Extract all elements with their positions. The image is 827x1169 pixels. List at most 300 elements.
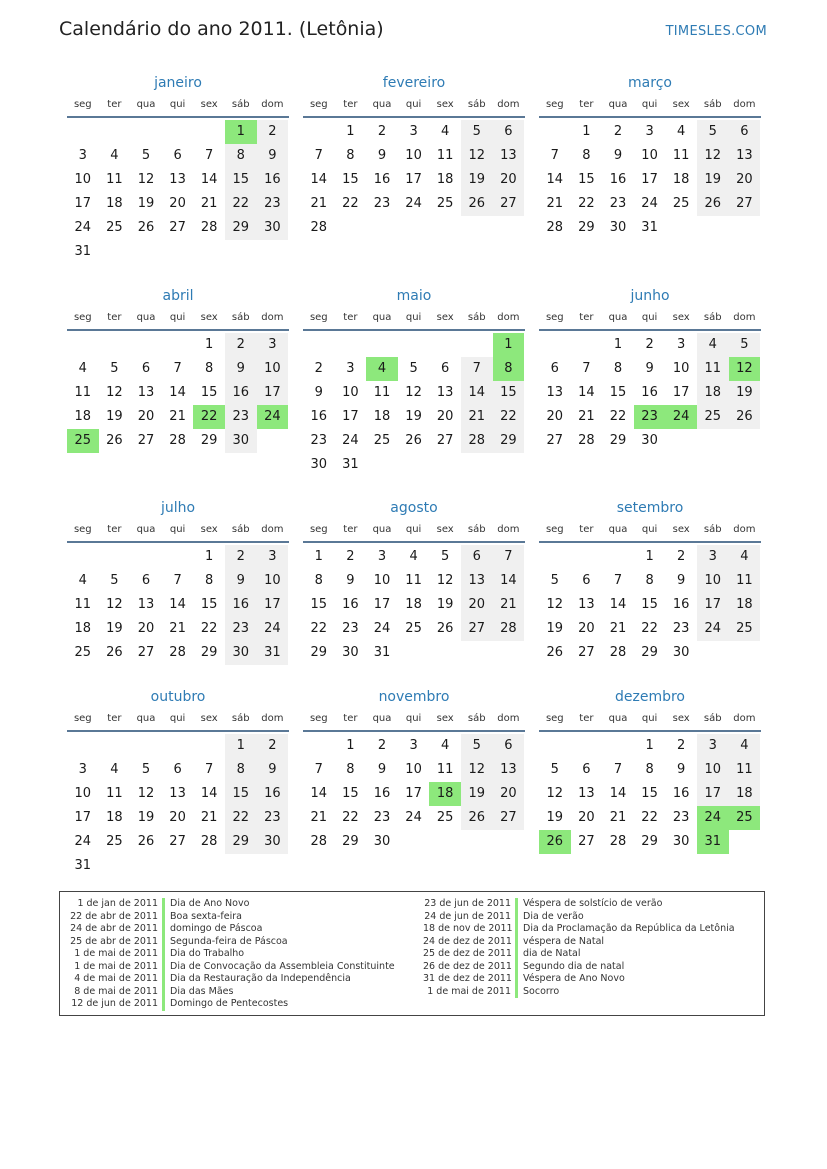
- day-cell: 3: [78, 148, 87, 163]
- weekday-label: qua: [372, 524, 392, 535]
- legend-date: 12 de jun de 2011: [70, 998, 165, 1011]
- day-cell: 11: [106, 786, 123, 801]
- day-cell: 5: [550, 762, 559, 777]
- month-name: maio: [396, 288, 432, 304]
- day-cell: 1: [225, 120, 257, 144]
- day-cell: 9: [377, 148, 387, 163]
- day-cell: 6: [550, 361, 559, 376]
- legend-date: 24 de dez de 2011: [423, 936, 518, 949]
- weekday-label: qua: [608, 312, 628, 323]
- empty-cell: [602, 545, 634, 569]
- weekday-label: qui: [169, 312, 186, 323]
- legend-holiday-name: Dia do Trabalho: [170, 948, 245, 959]
- day-cell: 18: [405, 597, 422, 612]
- day-grid: [303, 732, 525, 854]
- day-cell: 9: [613, 148, 623, 163]
- month-name: julho: [160, 500, 196, 516]
- weekday-label: sex: [672, 99, 690, 110]
- day-cell: 20: [169, 196, 186, 211]
- weekday-label: sex: [200, 99, 218, 110]
- weekday-label: dom: [261, 312, 284, 323]
- legend-holiday-name: Véspera de solstício de verão: [523, 898, 663, 909]
- day-cell: 21: [609, 810, 627, 825]
- day-cell: 13: [546, 385, 564, 400]
- day-cell: 26: [697, 192, 729, 216]
- day-cell: 23: [342, 621, 359, 636]
- legend-entry: [70, 948, 395, 961]
- day-cell: 27: [493, 192, 525, 216]
- weekday-label: seg: [73, 99, 92, 110]
- day-cell: 21: [493, 593, 525, 617]
- day-cell: 20: [137, 409, 155, 424]
- day-cell: 8: [346, 762, 355, 777]
- weekday-label: qui: [641, 312, 658, 323]
- day-cell: 17: [74, 196, 92, 211]
- day-cell: 20: [546, 409, 564, 424]
- month-name: outubro: [150, 689, 206, 705]
- legend-entry: [423, 911, 735, 924]
- legend-date: 4 de mai de 2011: [70, 973, 165, 986]
- day-cell: 13: [729, 144, 761, 168]
- day-cell: 27: [546, 433, 564, 448]
- weekday-header: [303, 708, 525, 732]
- day-grid: [303, 118, 525, 240]
- day-cell: 24: [641, 196, 658, 211]
- day-cell: 22: [193, 405, 225, 429]
- day-cell: 20: [169, 810, 186, 825]
- day-cell: 7: [582, 361, 591, 376]
- day-cell: 31: [373, 645, 391, 660]
- weekday-label: qua: [608, 99, 628, 110]
- day-cell: 4: [110, 148, 119, 163]
- day-grid: [67, 732, 289, 878]
- day-cell: 25: [697, 405, 729, 429]
- day-cell: 13: [578, 597, 595, 612]
- day-cell: 18: [729, 593, 761, 617]
- day-cell: 28: [169, 433, 186, 448]
- day-cell: 16: [672, 786, 690, 801]
- day-cell: 17: [405, 786, 422, 801]
- day-cell: 15: [578, 172, 595, 187]
- day-cell: 12: [546, 786, 564, 801]
- day-cell: 15: [641, 786, 658, 801]
- month-name: dezembro: [615, 689, 685, 705]
- day-cell: 12: [106, 385, 123, 400]
- day-cell: 12: [697, 144, 729, 168]
- day-cell: 7: [493, 545, 525, 569]
- day-cell: 13: [169, 172, 186, 187]
- day-cell: 30: [373, 834, 391, 849]
- day-cell: 26: [405, 433, 422, 448]
- day-cell: 5: [461, 120, 493, 144]
- day-cell: 1: [493, 333, 525, 357]
- holiday-legend: [59, 891, 765, 1016]
- day-cell: 4: [78, 573, 87, 588]
- day-cell: 19: [729, 381, 761, 405]
- day-cell: 7: [550, 148, 559, 163]
- day-cell: 8: [493, 357, 525, 381]
- legend-date: 26 de dez de 2011: [423, 961, 518, 974]
- weekday-label: ter: [579, 524, 594, 535]
- day-cell: 1: [645, 549, 654, 564]
- empty-cell: [539, 120, 571, 144]
- weekday-label: dom: [733, 713, 756, 724]
- day-cell: 3: [377, 549, 387, 564]
- day-cell: 5: [110, 361, 119, 376]
- day-cell: 14: [578, 385, 595, 400]
- legend-date: 25 de abr de 2011: [70, 936, 165, 949]
- day-cell: 18: [106, 810, 123, 825]
- day-cell: 1: [314, 549, 323, 564]
- day-cell: 17: [74, 810, 92, 825]
- day-cell: 2: [613, 124, 623, 139]
- legend-entry: [423, 986, 735, 999]
- day-cell: 26: [137, 220, 155, 235]
- day-cell: 1: [645, 738, 654, 753]
- day-cell: 15: [609, 385, 627, 400]
- day-cell: 12: [546, 597, 564, 612]
- weekday-label: qua: [372, 99, 392, 110]
- day-cell: 15: [342, 786, 359, 801]
- day-grid: [539, 118, 761, 240]
- day-cell: 20: [436, 409, 454, 424]
- empty-cell: [539, 734, 571, 758]
- day-cell: 28: [310, 834, 328, 849]
- day-cell: 12: [436, 573, 454, 588]
- day-cell: 4: [78, 361, 87, 376]
- day-cell: 17: [672, 385, 690, 400]
- legend-holiday-name: véspera de Natal: [523, 935, 605, 947]
- day-cell: 5: [441, 549, 450, 564]
- legend-holiday-name: Dia de verão: [523, 910, 584, 922]
- day-cell: 2: [377, 738, 387, 753]
- weekday-label: dom: [261, 524, 284, 535]
- legend-column-left: [70, 898, 395, 1011]
- day-cell: 16: [641, 385, 658, 400]
- day-cell: 27: [578, 645, 595, 660]
- weekday-label: qua: [608, 713, 628, 724]
- day-cell: 31: [74, 244, 92, 259]
- weekday-label: dom: [261, 99, 284, 110]
- month-julho: [67, 497, 289, 665]
- day-cell: 13: [578, 786, 595, 801]
- day-cell: 18: [74, 621, 92, 636]
- day-cell: 23: [310, 433, 328, 448]
- day-cell: 15: [310, 597, 328, 612]
- day-cell: 22: [310, 621, 328, 636]
- day-cell: 30: [225, 641, 257, 665]
- day-cell: 1: [346, 124, 355, 139]
- day-cell: 30: [342, 645, 359, 660]
- weekday-label: seg: [309, 524, 328, 535]
- weekday-label: qui: [641, 713, 658, 724]
- day-cell: 24: [697, 617, 729, 641]
- day-cell: 28: [609, 645, 627, 660]
- day-cell: 19: [697, 168, 729, 192]
- weekday-label: qui: [405, 99, 422, 110]
- weekday-label: sex: [200, 312, 218, 323]
- weekday-label: dom: [733, 524, 756, 535]
- day-cell: 29: [493, 429, 525, 453]
- weekday-label: sáb: [231, 312, 250, 323]
- legend-date: 23 de jun de 2011: [423, 898, 518, 911]
- day-cell: 27: [578, 834, 595, 849]
- empty-cell: [99, 120, 131, 144]
- day-cell: 8: [225, 144, 257, 168]
- weekday-label: sex: [436, 713, 454, 724]
- weekday-header: [539, 708, 761, 732]
- day-cell: 13: [436, 385, 454, 400]
- weekday-label: ter: [579, 312, 594, 323]
- day-cell: 21: [200, 810, 218, 825]
- day-cell: 5: [550, 573, 559, 588]
- legend-date: 24 de jun de 2011: [423, 911, 518, 924]
- day-cell: 29: [225, 216, 257, 240]
- day-cell: 10: [405, 762, 422, 777]
- day-cell: 19: [106, 621, 123, 636]
- legend-holiday-name: Boa sexta-feira: [170, 910, 242, 922]
- day-cell: 16: [609, 172, 627, 187]
- day-cell: 14: [609, 597, 627, 612]
- empty-cell: [366, 333, 398, 357]
- day-cell: 2: [225, 545, 257, 569]
- weekday-label: seg: [309, 312, 328, 323]
- day-cell: 24: [697, 806, 729, 830]
- day-cell: 26: [461, 192, 493, 216]
- day-cell: 21: [461, 405, 493, 429]
- weekday-label: qua: [372, 312, 392, 323]
- weekday-label: qua: [608, 524, 628, 535]
- day-cell: 21: [578, 409, 595, 424]
- day-cell: 10: [373, 573, 391, 588]
- legend-date: 31 de dez de 2011: [423, 973, 518, 986]
- day-cell: 19: [137, 810, 155, 825]
- day-cell: 21: [169, 621, 186, 636]
- day-cell: 5: [697, 120, 729, 144]
- legend-entry: [70, 961, 395, 974]
- weekday-label: qui: [405, 524, 422, 535]
- empty-cell: [162, 545, 194, 569]
- day-cell: 10: [257, 569, 289, 593]
- day-cell: 3: [257, 333, 289, 357]
- weekday-header: [539, 519, 761, 543]
- day-cell: 2: [377, 124, 387, 139]
- day-cell: 5: [729, 333, 761, 357]
- day-cell: 11: [405, 573, 422, 588]
- day-cell: 15: [493, 381, 525, 405]
- empty-cell: [602, 734, 634, 758]
- weekday-header: [539, 307, 761, 331]
- day-cell: 18: [106, 196, 123, 211]
- month-setembro: [539, 497, 761, 665]
- day-cell: 26: [106, 433, 123, 448]
- day-cell: 14: [169, 597, 186, 612]
- month-dezembro: [539, 686, 761, 854]
- weekday-label: seg: [309, 713, 328, 724]
- day-cell: 21: [169, 409, 186, 424]
- day-cell: 18: [697, 381, 729, 405]
- month-name: agosto: [390, 500, 438, 516]
- day-cell: 14: [200, 786, 218, 801]
- day-cell: 25: [672, 196, 690, 211]
- legend-holiday-name: Segundo dia de natal: [523, 960, 625, 972]
- day-cell: 2: [346, 549, 355, 564]
- weekday-label: dom: [497, 312, 520, 323]
- day-cell: 2: [257, 734, 289, 758]
- day-cell: 11: [697, 357, 729, 381]
- day-cell: 6: [141, 573, 151, 588]
- weekday-label: ter: [107, 312, 122, 323]
- empty-cell: [99, 333, 131, 357]
- weekday-label: seg: [73, 713, 92, 724]
- weekday-label: qui: [405, 312, 422, 323]
- day-cell: 1: [205, 337, 214, 352]
- empty-cell: [99, 734, 131, 758]
- day-cell: 23: [257, 192, 289, 216]
- day-cell: 6: [173, 148, 182, 163]
- day-cell: 17: [373, 597, 391, 612]
- day-cell: 12: [137, 786, 155, 801]
- day-cell: 9: [314, 385, 323, 400]
- weekday-label: dom: [497, 524, 520, 535]
- weekday-label: ter: [579, 713, 594, 724]
- legend-holiday-name: Segunda-feira de Páscoa: [170, 935, 288, 947]
- day-cell: 28: [200, 220, 218, 235]
- day-cell: 30: [310, 457, 328, 472]
- day-cell: 26: [546, 645, 564, 660]
- day-cell: 24: [257, 617, 289, 641]
- day-cell: 21: [200, 196, 218, 211]
- day-cell: 4: [366, 357, 398, 381]
- day-cell: 25: [106, 220, 123, 235]
- weekday-label: dom: [497, 99, 520, 110]
- day-cell: 6: [493, 734, 525, 758]
- day-cell: 9: [645, 361, 654, 376]
- day-cell: 23: [225, 617, 257, 641]
- weekday-label: seg: [73, 524, 92, 535]
- month-name: fevereiro: [382, 75, 446, 91]
- month-name: abril: [162, 288, 194, 304]
- day-cell: 31: [257, 641, 289, 665]
- legend-entry: [70, 998, 395, 1011]
- day-cell: 31: [74, 858, 92, 873]
- month-name: setembro: [616, 500, 684, 516]
- legend-entry: [70, 923, 395, 936]
- day-cell: 28: [310, 220, 328, 235]
- day-cell: 3: [257, 545, 289, 569]
- day-cell: 18: [429, 782, 461, 806]
- day-cell: 21: [310, 810, 328, 825]
- legend-date: 18 de nov de 2011: [423, 923, 518, 936]
- day-cell: 28: [200, 834, 218, 849]
- empty-cell: [130, 333, 162, 357]
- day-cell: 4: [409, 549, 418, 564]
- day-cell: 12: [461, 758, 493, 782]
- day-cell: 5: [110, 573, 119, 588]
- month-outubro: [67, 686, 289, 878]
- weekday-label: ter: [343, 713, 358, 724]
- weekday-label: qua: [136, 99, 156, 110]
- day-cell: 31: [641, 220, 658, 235]
- day-cell: 7: [205, 762, 214, 777]
- day-cell: 30: [609, 220, 627, 235]
- weekday-label: seg: [545, 312, 564, 323]
- weekday-label: qua: [136, 524, 156, 535]
- day-cell: 7: [461, 357, 493, 381]
- day-cell: 14: [461, 381, 493, 405]
- day-cell: 28: [493, 617, 525, 641]
- day-cell: 13: [493, 758, 525, 782]
- day-cell: 24: [257, 405, 289, 429]
- month-abril: [67, 285, 289, 453]
- day-cell: 10: [405, 148, 422, 163]
- day-cell: 3: [697, 734, 729, 758]
- day-cell: 2: [677, 549, 686, 564]
- empty-cell: [193, 120, 225, 144]
- day-cell: 21: [609, 621, 627, 636]
- weekday-label: seg: [545, 713, 564, 724]
- legend-holiday-name: Dia de Ano Novo: [170, 898, 250, 909]
- day-cell: 4: [441, 738, 450, 753]
- day-cell: 20: [578, 621, 595, 636]
- brand-link[interactable]: TIMESLES.COM: [665, 24, 767, 39]
- day-cell: 9: [225, 569, 257, 593]
- weekday-label: seg: [73, 312, 92, 323]
- weekday-label: ter: [107, 713, 122, 724]
- weekday-label: ter: [579, 99, 594, 110]
- day-grid: [67, 543, 289, 665]
- day-cell: 15: [225, 168, 257, 192]
- day-cell: 3: [645, 124, 654, 139]
- weekday-label: sex: [436, 524, 454, 535]
- day-cell: 29: [225, 830, 257, 854]
- day-cell: 15: [641, 597, 658, 612]
- day-cell: 27: [169, 220, 186, 235]
- day-cell: 18: [373, 409, 391, 424]
- legend-holiday-name: Dia de Convocação da Assembleia Constituinte: [170, 960, 395, 972]
- day-cell: 11: [729, 569, 761, 593]
- day-cell: 16: [672, 597, 690, 612]
- day-cell: 7: [314, 148, 323, 163]
- day-cell: 4: [729, 545, 761, 569]
- day-cell: 2: [645, 337, 654, 352]
- weekday-header: [303, 94, 525, 118]
- empty-cell: [99, 545, 131, 569]
- day-cell: 6: [582, 762, 591, 777]
- day-cell: 16: [373, 172, 391, 187]
- weekday-label: qui: [169, 524, 186, 535]
- day-cell: 25: [436, 810, 454, 825]
- weekday-label: qua: [372, 713, 392, 724]
- empty-cell: [67, 120, 99, 144]
- day-cell: 28: [461, 429, 493, 453]
- legend-date: 22 de abr de 2011: [70, 911, 165, 924]
- day-cell: 26: [461, 806, 493, 830]
- day-cell: 11: [74, 385, 92, 400]
- legend-date: 1 de jan de 2011: [70, 898, 165, 911]
- day-cell: 2: [677, 738, 686, 753]
- day-cell: 7: [613, 762, 623, 777]
- day-cell: 22: [225, 806, 257, 830]
- day-cell: 21: [546, 196, 564, 211]
- weekday-label: dom: [497, 713, 520, 724]
- day-cell: 8: [205, 361, 214, 376]
- legend-entry: [423, 923, 735, 936]
- legend-entry: [423, 973, 735, 986]
- day-cell: 21: [310, 196, 328, 211]
- day-cell: 11: [436, 148, 454, 163]
- empty-cell: [571, 333, 603, 357]
